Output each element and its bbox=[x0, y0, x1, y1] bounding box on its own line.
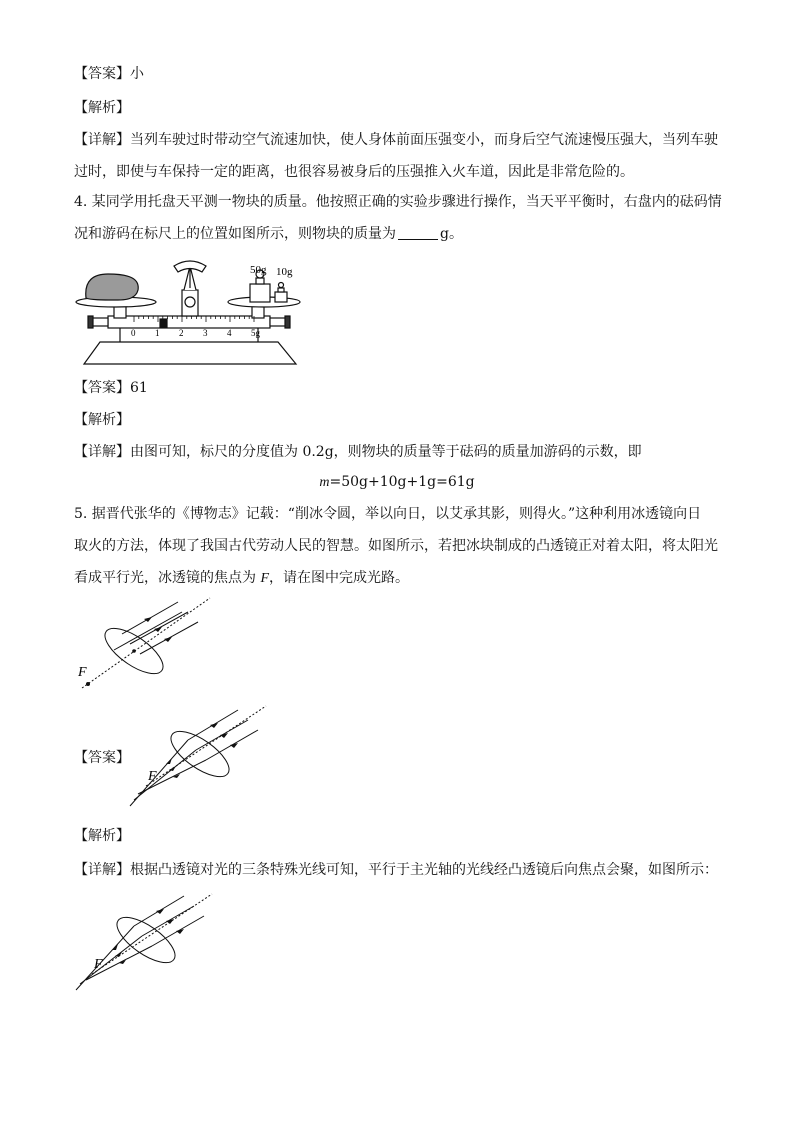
q3-detail-line-1 bbox=[74, 130, 718, 150]
lens-detail-figure bbox=[72, 890, 216, 998]
balance-figure bbox=[70, 252, 310, 368]
answer-label: 【答案】 bbox=[74, 750, 130, 766]
q4-stem-line-2 bbox=[74, 224, 463, 244]
scale-tick-label: 4 bbox=[227, 328, 232, 338]
q3-answer-text: 小 bbox=[130, 66, 144, 82]
q5-stem-text-b: ，请在图中完成光路。 bbox=[269, 570, 410, 586]
q5-detail-text: 根据凸透镜对光的三条特殊光线可知，平行于主光轴的光线经凸透镜后向焦点会聚，如图所示： bbox=[130, 862, 718, 878]
q3-analysis-label bbox=[74, 98, 130, 118]
weight-50g bbox=[250, 284, 270, 302]
q5-answer-line bbox=[74, 748, 130, 768]
detail-label: 【详解】 bbox=[74, 132, 130, 148]
analysis-label: 【解析】 bbox=[74, 412, 130, 428]
q5-stem-line-1: 5. 据晋代张华的《博物志》记载：“削冰令圆，举以向日，以艾承其影，则得火。”这种利用冰透镜向日 bbox=[74, 506, 702, 522]
focus-label: F bbox=[148, 769, 157, 784]
q5-stem-var: F bbox=[260, 571, 270, 586]
weight-10g bbox=[275, 292, 287, 302]
answer-label: 【答案】 bbox=[74, 380, 130, 396]
q3-detail-line-2: 过时，即使与车保持一定的距离，也很容易被身后的压强推入火车道，因此是非常危险的。 bbox=[74, 164, 634, 180]
analysis-label: 【解析】 bbox=[74, 100, 130, 116]
q5-stem-line-3 bbox=[74, 568, 409, 589]
q4-answer-text: 61 bbox=[130, 380, 148, 396]
q3-detail-text-1: 当列车驶过时带动空气流速加快，使人身体前面压强变小，而身后空气流速慢压强大，当列车驶 bbox=[130, 132, 718, 148]
balance-base bbox=[84, 342, 296, 364]
q5-detail-line bbox=[74, 860, 718, 880]
scale-tick-label: 3 bbox=[203, 328, 208, 338]
scale-tick-label: 5g bbox=[251, 328, 260, 338]
scale-tick-label: 2 bbox=[179, 328, 184, 338]
analysis-label: 【解析】 bbox=[74, 828, 130, 844]
q5-analysis-label bbox=[74, 826, 130, 846]
lens-question-figure bbox=[74, 596, 214, 696]
detail-label: 【详解】 bbox=[74, 444, 130, 460]
q4-detail-text: 由图可知，标尺的分度值为 0.2g，则物块的质量等于砝码的质量加游码的示数，即 bbox=[130, 444, 642, 460]
q4-detail-line bbox=[74, 442, 642, 462]
weight-50g-label: 50g bbox=[250, 264, 267, 276]
q3-answer-line bbox=[74, 64, 144, 84]
balance-beam bbox=[108, 316, 270, 328]
detail-label: 【详解】 bbox=[74, 862, 130, 878]
q4-stem-line-1: 4. 某同学用托盘天平测一物块的质量。他按照正确的实验步骤进行操作，当天平平衡时，右盘内的砝码情 bbox=[74, 194, 722, 210]
q4-answer-blank bbox=[398, 225, 438, 240]
q5-stem-line-2: 取火的方法，体现了我国古代劳动人民的智慧。如图所示，若把冰块制成的凸透镜正对着太阳，将太阳光 bbox=[74, 538, 718, 554]
answer-label: 【答案】 bbox=[74, 66, 130, 82]
focus-label: F bbox=[78, 665, 87, 680]
scale-tick-label: 1 bbox=[155, 328, 160, 338]
weight-10g-label: 10g bbox=[276, 266, 293, 278]
q4-formula-var: m bbox=[319, 475, 330, 490]
focus-label: F bbox=[94, 957, 103, 972]
q4-formula bbox=[0, 472, 794, 493]
lens-answer-figure bbox=[126, 704, 270, 812]
q4-stem-text: 况和游码在标尺上的位置如图所示，则物块的质量为 bbox=[74, 226, 396, 242]
q4-stem-unit: g。 bbox=[440, 226, 463, 242]
rider bbox=[160, 319, 167, 327]
q4-analysis-label bbox=[74, 410, 130, 430]
q4-answer-line bbox=[74, 378, 148, 398]
q4-formula-rest: =50g+10g+1g=61g bbox=[329, 474, 475, 490]
scale-tick-label: 0 bbox=[131, 328, 136, 338]
object-on-pan bbox=[86, 274, 138, 300]
q5-stem-text-a: 看成平行光，冰透镜的焦点为 bbox=[74, 570, 261, 586]
